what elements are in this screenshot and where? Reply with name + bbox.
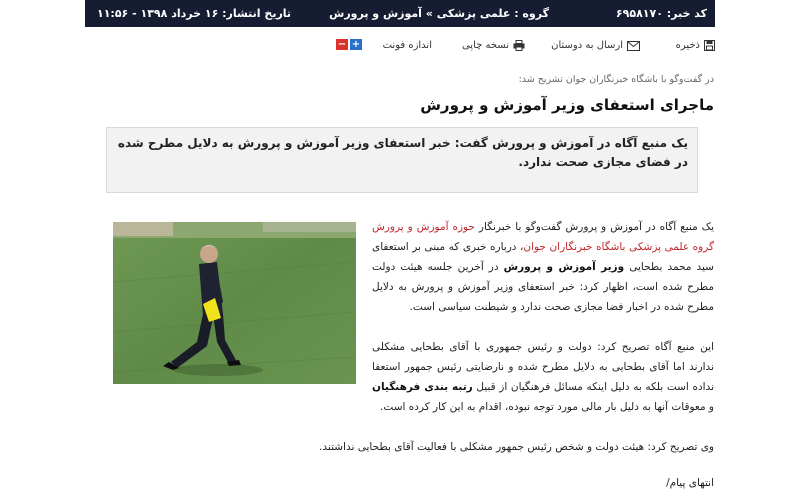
news-info-bar: [85, 0, 715, 27]
lead-in: در گفت‌وگو با باشگاه خبرنگاران جوان تشریح شد:: [518, 74, 714, 85]
publish-date: تاریخ انتشار: ۱۶ خرداد ۱۳۹۸ - ۱۱:۵۶: [97, 7, 292, 20]
article-photo: [113, 222, 356, 384]
font-decrease-button[interactable]: −: [337, 39, 347, 50]
article-paragraph-3: وی تصریح کرد: هیئت دولت و شخص رئیس جمهور مشکلی با فعالیت آقای بطحایی نداشتند.: [319, 441, 714, 453]
news-code: کد خبر: ۶۹۵۸۱۷۰: [615, 7, 707, 20]
article-summary: یک منبع آگاه در آموزش و پرورش گفت: خبر استعفای وزیر آموزش و پرورش به دلایل مطرح شده در فضای مجازی صحت ندارد.: [106, 127, 698, 193]
article-paragraph-1: یک منبع آگاه در آموزش و پرورش گفت‌وگو با خبرنگار حوزه آموزش و پرورش گروه علمی پزشکی باشگاه خبرنگاران جوان، درباره خبری که مبنی بر استعفای سید محمد بطحایی وزیر آموزش و پرورش در آخرین جلسه هیئت دولت مطرح شده است، اظهار کرد: خبر استعفای وزیر آموزش و پرورش به دلایل مطرح شده در اخبار فضا مجازی صحت ندارد و شیطنت سیاسی است.: [372, 221, 715, 313]
send-label: ارسال به دوستان: [551, 40, 623, 51]
envelope-icon: [627, 41, 640, 51]
printer-icon: [513, 40, 525, 51]
send-to-friends-button[interactable]: [551, 40, 640, 51]
page-title: ماجرای استعفای وزیر آموزش و پرورش: [420, 96, 714, 114]
font-increase-button[interactable]: +: [351, 39, 361, 50]
end-of-message: انتهای پیام/: [666, 477, 714, 489]
save-icon: [704, 40, 715, 51]
font-size-label: اندازه فونت: [382, 40, 432, 51]
save-button[interactable]: [676, 40, 715, 51]
news-group[interactable]: گروه : علمی پزشکی » آموزش و پرورش: [329, 7, 549, 20]
article-paragraph-2: این منبع آگاه تصریح کرد: دولت و رئیس جمهوری با آقای بطحایی مشکلی ندارند اما آقای بطحایی به دلایل مطرح شده و نارضایتی رئیس جمهور استعفا نداده است بلکه به دلیل اینکه مسائل فرهنگیان از قبیل رتبه بندی فرهنگیان و معوقات آنها به دلیل بار مالی مورد توجه نبوده، اقدام به این کار کرده است.: [372, 341, 714, 413]
article-toolbar: [95, 36, 715, 58]
save-label: ذخیره: [675, 40, 700, 51]
print-button[interactable]: [462, 40, 525, 51]
source-link[interactable]: حوزه آموزش و پرورش گروه علمی پزشکی باشگاه خبرنگاران جوان: [372, 221, 715, 253]
print-label: نسخه چاپی: [461, 40, 509, 51]
